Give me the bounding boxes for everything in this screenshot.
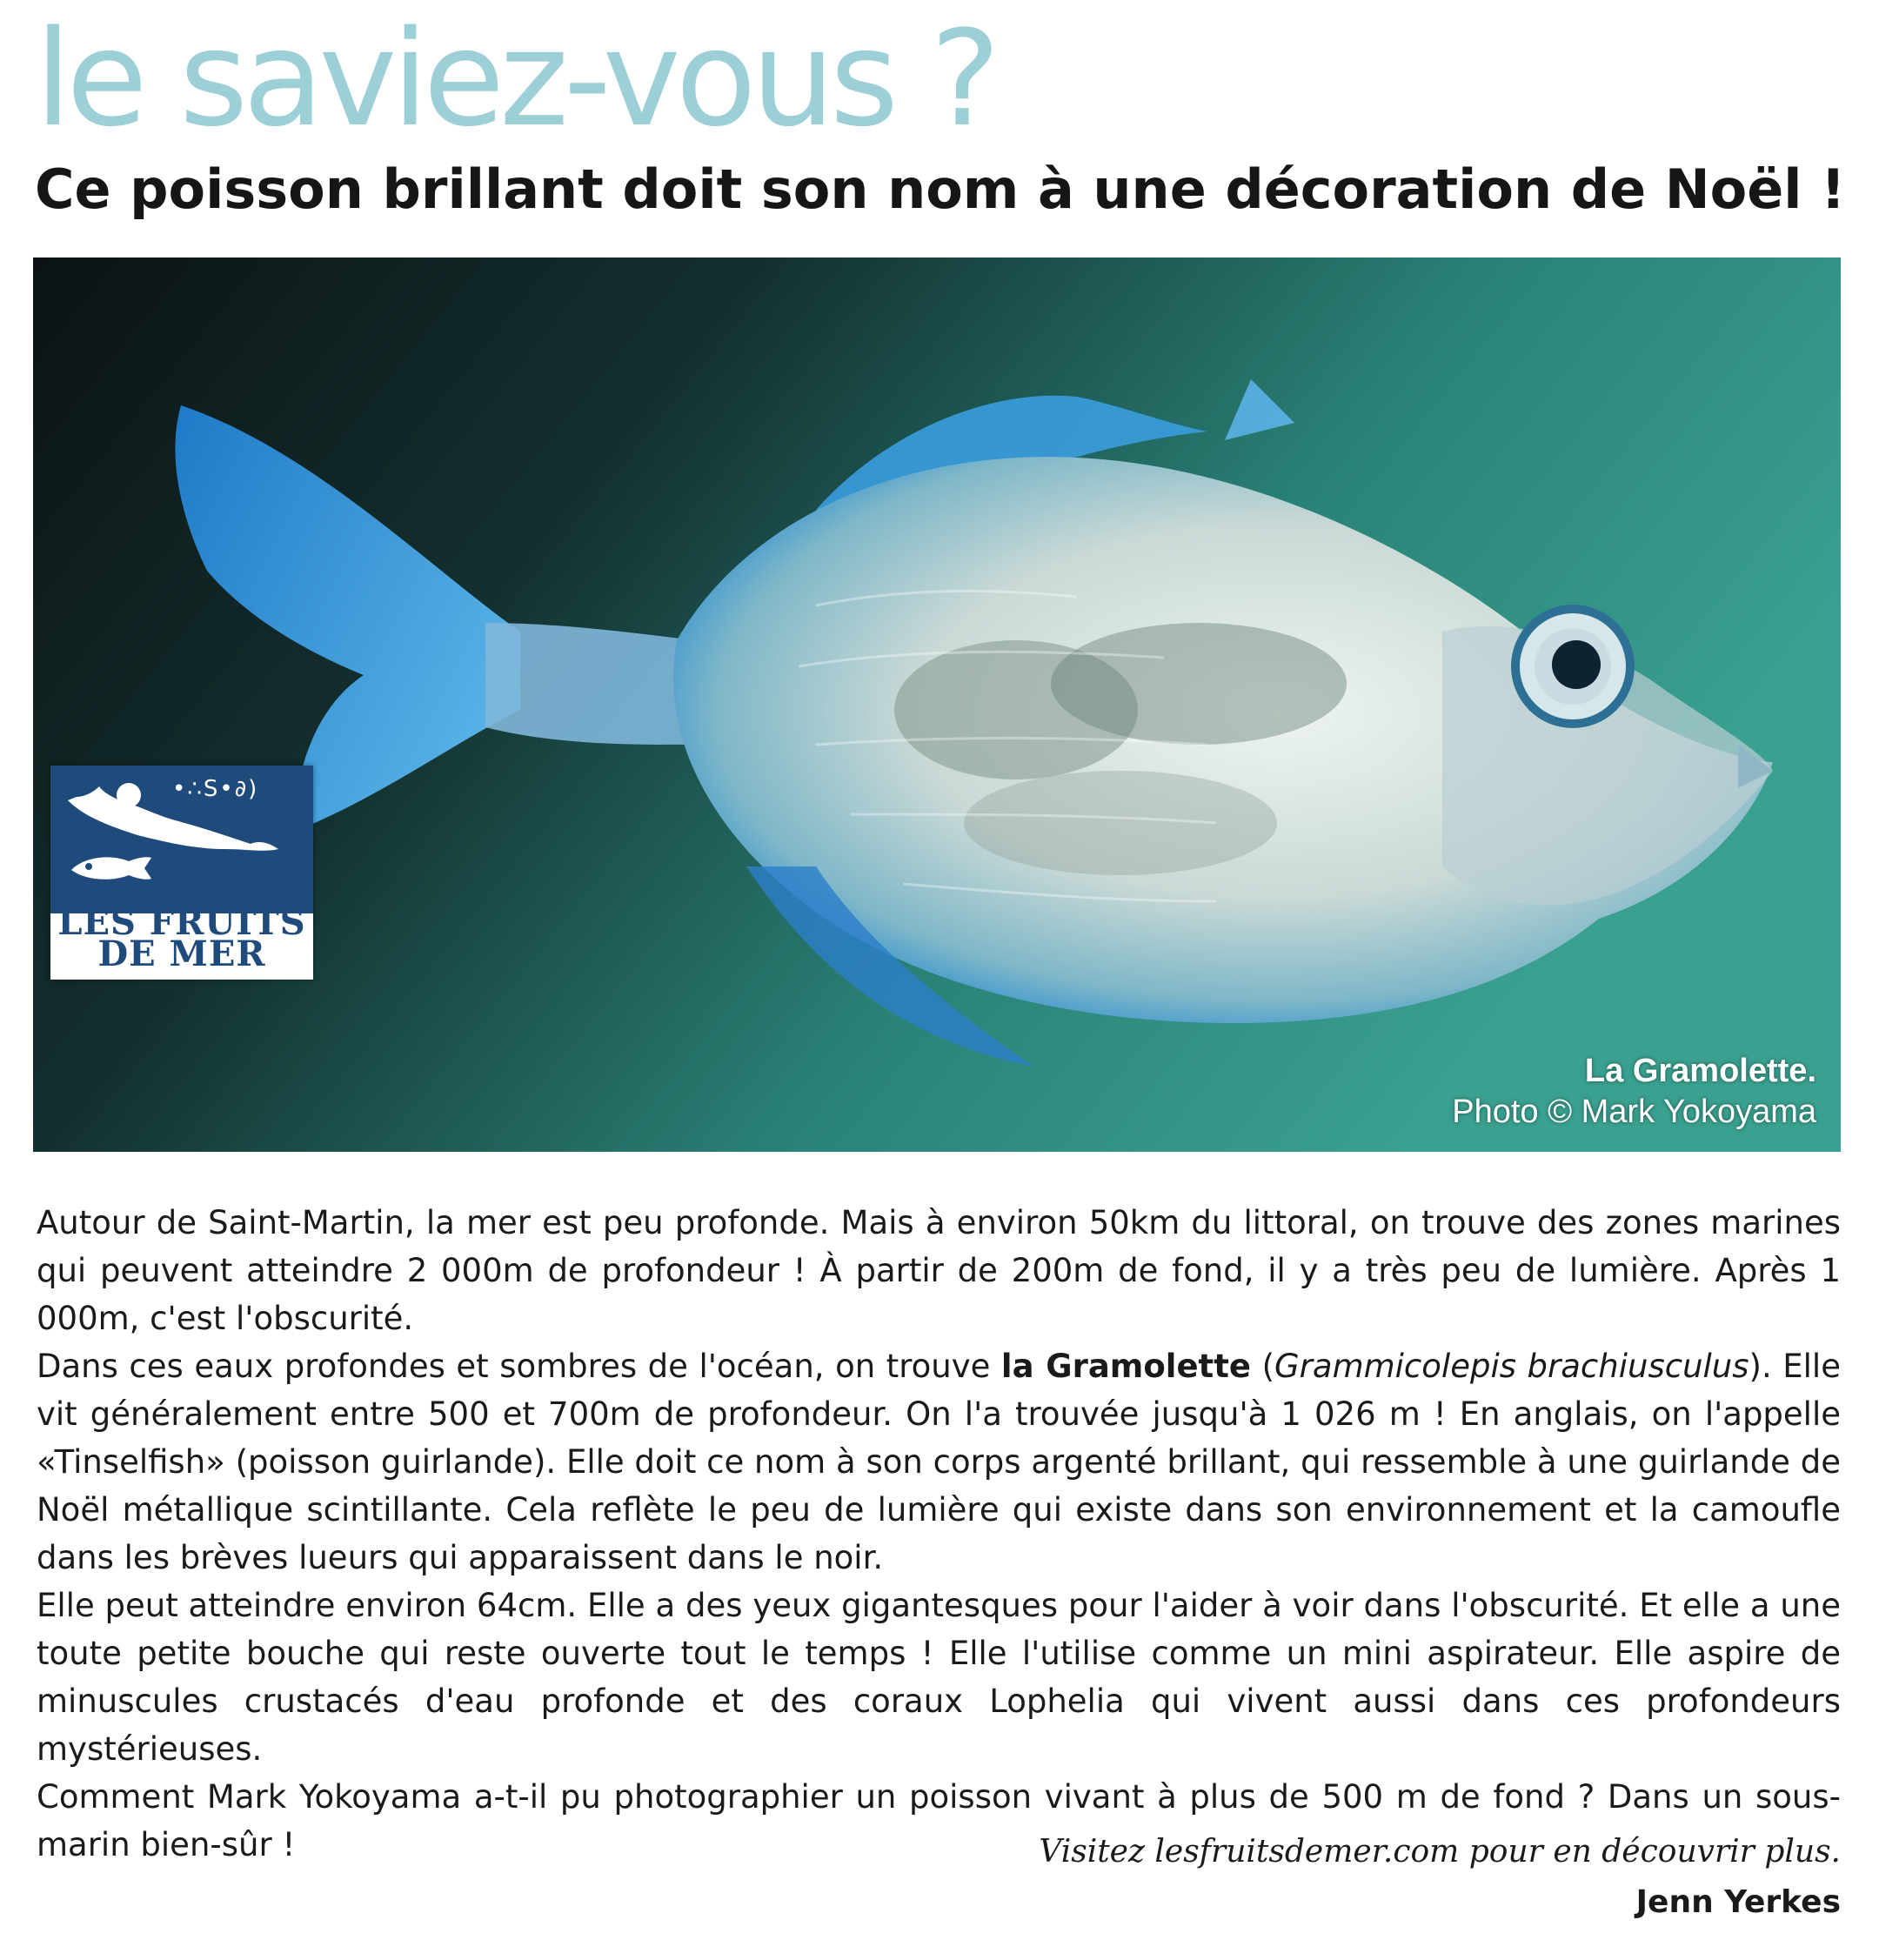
paragraph-3: Elle peut atteindre environ 64cm. Elle a des yeux gigantesques pour l'aider à voir dans l'obscurité. Et elle a une toute petite bouche qui reste ouverte tout le temps ! Elle l'utilise comme un mini aspirateur. Elle aspire de minuscules crustacés d'eau profonde et des coraux Lophelia qui vivent aussi dans ces profondeurs mystérieuses. bbox=[37, 1587, 1841, 1768]
article-headline: Ce poisson brillant doit son nom à une décoration de Noël ! bbox=[35, 157, 1846, 221]
logo-glyphs: •∴S•∂) bbox=[172, 776, 259, 802]
logo-text-line-2: DE MER bbox=[97, 933, 266, 974]
caption-name: La Gramolette. bbox=[1584, 1053, 1816, 1089]
species-scientific-name: Grammicolepis brachiusculus bbox=[1274, 1348, 1749, 1385]
fish-illustration bbox=[33, 258, 1841, 1152]
les-fruits-de-mer-logo bbox=[50, 766, 313, 980]
species-common-name: la Gramolette bbox=[1000, 1348, 1252, 1385]
paragraph-1: Autour de Saint-Martin, la mer est peu profonde. Mais à environ 50km du littoral, on trouve des zones marines qui peuvent atteindre 2 000m de profondeur ! À partir de 200m de fond, il y a très peu de lumière. Après 1 000m, c'est l'obscurité. bbox=[37, 1204, 1841, 1337]
fish-photo bbox=[33, 258, 1841, 1152]
caption-credit: Photo © Mark Yokoyama bbox=[1452, 1094, 1816, 1130]
paragraph-2-intro: Dans ces eaux profondes et sombres de l'océan, on trouve bbox=[37, 1348, 1001, 1385]
logo-emblem bbox=[50, 766, 313, 913]
photo-caption bbox=[1452, 1051, 1816, 1133]
paragraph-2-rest: ). Elle vit généralement entre 500 et 700m de profondeur. On l'a trouvée jusqu'à 1 026 m ! En anglais, on l'appelle «Tinselfish» (poisson guirlande). Elle doit ce nom à son corps argenté brillant, qui ressemble à une guirlande de Noël métallique scintillante. Cela reflète le peu de lumière qui existe dans son environnement et la camoufle dans les brèves lueurs qui apparaissent dans le noir. bbox=[37, 1348, 1841, 1576]
paragraph-4: Comment Mark Yokoyama a-t-il pu photographier un poisson vivant à plus de 500 m de fond ? Dans un sous-marin bien-sûr ! bbox=[37, 1778, 1841, 1863]
website-promo: Visitez lesfruitsdemer.com pour en découvrir plus. bbox=[1039, 1834, 1841, 1870]
article-body bbox=[37, 1199, 1841, 1869]
logo-text-line-1: LES FRUITS bbox=[57, 902, 306, 943]
author-name: Jenn Yerkes bbox=[1635, 1884, 1841, 1920]
paren-open: ( bbox=[1251, 1348, 1275, 1385]
section-kicker: le saviez-vous ? bbox=[35, 2, 996, 156]
paragraph-2 bbox=[37, 1342, 1841, 1582]
